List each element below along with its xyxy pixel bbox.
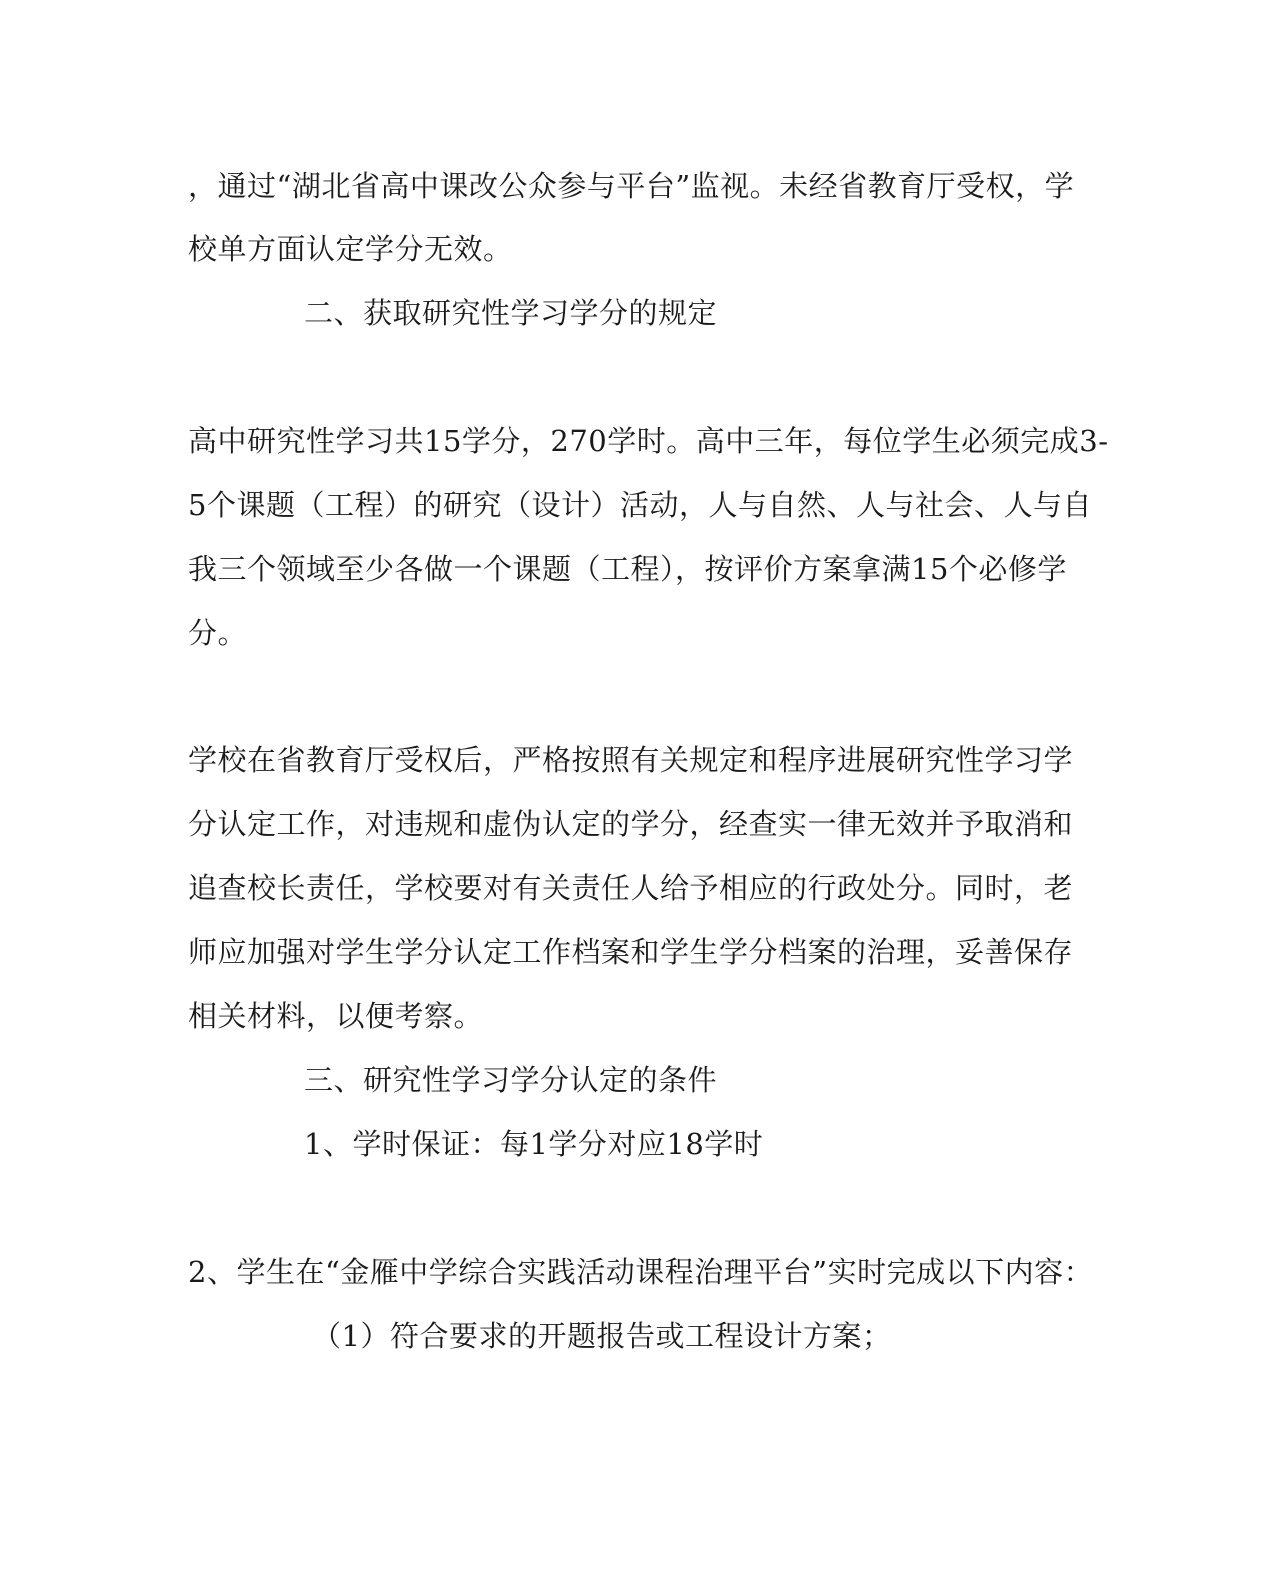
text-line-5: 我三个领域至少各做一个课题（工程），按评价方案拿满15个必修学 (188, 552, 1067, 586)
text-line-4: 5个课题（工程）的研究（设计）活动，人与自然、人与社会、人与自 (188, 488, 1092, 522)
text-line-1: ，通过“湖北省高中课改公众参与平台”监视。未经省教育厅受权，学 (188, 169, 1075, 203)
text-line-2: 校单方面认定学分无效。 (188, 232, 513, 266)
section-heading-3: 三、研究性学习学分认定的条件 (304, 1063, 718, 1097)
section-heading-2: 二、获取研究性学习学分的规定 (304, 296, 718, 330)
text-line-9: 追查校长责任，学校要对有关责任人给予相应的行政处分。同时，老 (188, 871, 1074, 905)
text-line-3: 高中研究性学习共15学分，270学时。高中三年，每位学生必须完成3- (188, 424, 1109, 458)
list-item-2: 2、学生在“金雁中学综合实践活动课程治理平台”实时完成以下内容： (188, 1255, 1094, 1289)
text-line-11: 相关材料，以便考察。 (188, 999, 484, 1033)
text-line-7: 学校在省教育厅受权后，严格按照有关规定和程序进展研究性学习学 (188, 743, 1074, 777)
text-line-6: 分。 (188, 616, 248, 650)
list-item-1: 1、学时保证：每1学分对应18学时 (304, 1127, 764, 1161)
text-line-10: 师应加强对学生学分认定工作档案和学生学分档案的治理，妥善保存 (188, 935, 1074, 969)
sub-item-1: （1）符合要求的开题报告或工程设计方案； (312, 1319, 892, 1353)
text-line-8: 分认定工作，对违规和虚伪认定的学分，经查实一律无效并予取消和 (188, 807, 1074, 841)
